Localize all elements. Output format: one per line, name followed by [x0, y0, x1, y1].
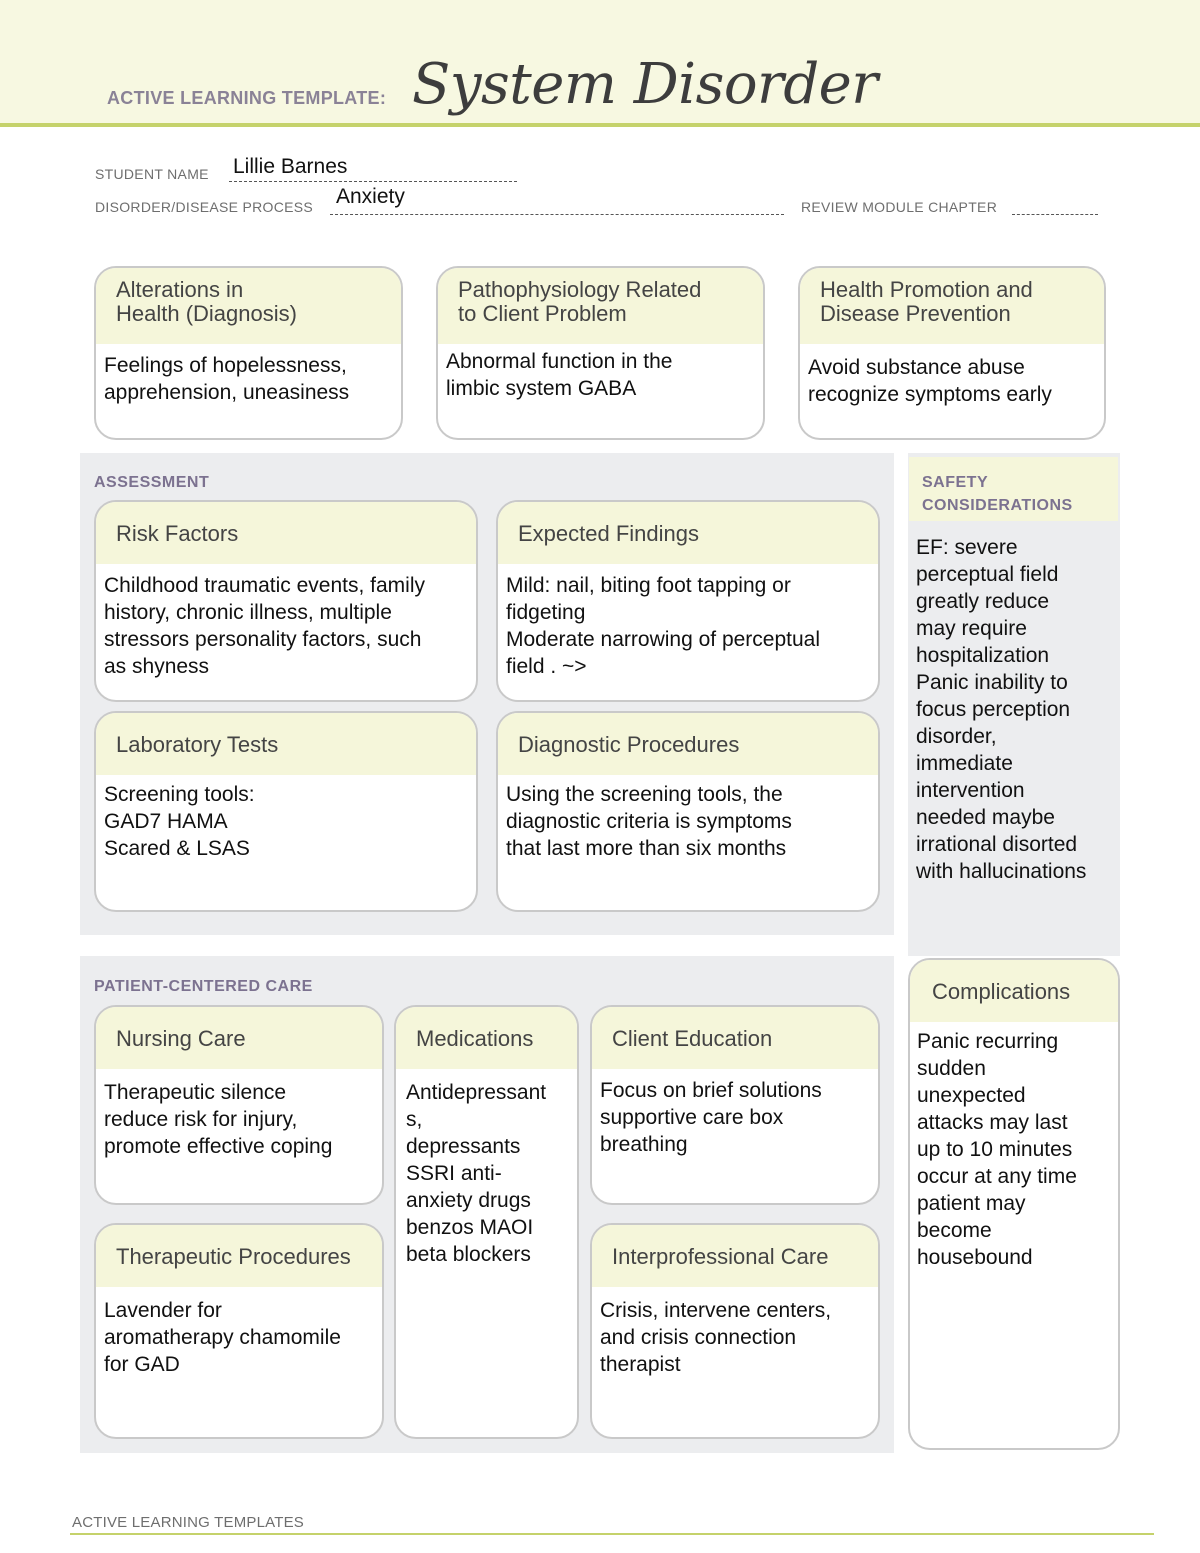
disorder-line	[330, 214, 784, 215]
medications-title: Medications	[396, 1007, 577, 1069]
safety-content[interactable]: EF: severe perceptual field greatly reduce may require hospitalization Panic inability to focus perception disorder, immediate intervention needed maybe irrational disorted with hallucinations	[916, 536, 1087, 883]
therapeutic-procedures-title: Therapeutic Procedures	[96, 1225, 382, 1287]
interprofessional-care-title: Interprofessional Care	[592, 1225, 878, 1287]
patient-centered-care-label: PATIENT-CENTERED CARE	[94, 978, 313, 995]
header-band	[0, 0, 1200, 127]
therapeutic-procedures-box	[94, 1223, 384, 1439]
pathophysiology-content[interactable]: Abnormal function in the limbic system GABA	[446, 350, 673, 400]
health-promotion-content[interactable]: Avoid substance abuse recognize symptoms early	[808, 356, 1052, 406]
risk-factors-content[interactable]: Childhood traumatic events, family history, chronic illness, multiple stressors personality factors, such as shyness	[104, 574, 425, 678]
alterations-content[interactable]: Feelings of hopelessness, apprehension, uneasiness	[104, 354, 350, 404]
expected-findings-title: Expected Findings	[498, 502, 878, 564]
review-module-field[interactable]	[1012, 214, 1098, 215]
expected-findings-content[interactable]: Mild: nail, biting foot tapping or fidgeting Moderate narrowing of perceptual field . ~>	[506, 574, 821, 678]
health-promotion-title: Health Promotion and Disease Prevention	[800, 268, 1104, 344]
laboratory-tests-box	[94, 711, 478, 912]
alterations-in-health-box	[94, 266, 403, 440]
complications-box	[908, 958, 1120, 1450]
diagnostic-procedures-content[interactable]: Using the screening tools, the diagnostic criteria is symptoms that last more than six months	[506, 783, 792, 860]
medications-content[interactable]: Antidepressant s, depressants SSRI anti- anxiety drugs benzos MAOI beta blockers	[406, 1081, 547, 1266]
nursing-care-title: Nursing Care	[96, 1007, 382, 1069]
student-name-field[interactable]: Lillie Barnes	[233, 155, 348, 178]
interprofessional-care-box	[590, 1223, 880, 1439]
complications-title: Complications	[910, 960, 1118, 1022]
client-education-content[interactable]: Focus on brief solutions supportive care box breathing	[600, 1079, 822, 1156]
template-label: ACTIVE LEARNING TEMPLATE:	[107, 88, 387, 108]
laboratory-tests-title: Laboratory Tests	[96, 713, 476, 775]
diagnostic-procedures-title: Diagnostic Procedures	[498, 713, 878, 775]
pathophysiology-box	[436, 266, 765, 440]
page-title: System Disorder	[412, 52, 878, 117]
diagnostic-procedures-box	[496, 711, 880, 912]
disorder-label: DISORDER/DISEASE PROCESS	[95, 199, 314, 215]
assessment-label: ASSESSMENT	[94, 474, 210, 491]
risk-factors-box	[94, 500, 478, 702]
student-name-label: STUDENT NAME	[95, 166, 209, 182]
therapeutic-procedures-content[interactable]: Lavender for aromatherapy chamomile for GAD	[104, 1299, 341, 1376]
client-education-box	[590, 1005, 880, 1205]
client-education-title: Client Education	[592, 1007, 878, 1069]
interprofessional-care-content[interactable]: Crisis, intervene centers, and crisis connection therapist	[600, 1299, 832, 1376]
complications-content[interactable]: Panic recurring sudden unexpected attacks may last up to 10 minutes occur at any time patient may become housebound	[917, 1030, 1077, 1269]
nursing-care-content[interactable]: Therapeutic silence reduce risk for injury, promote effective coping	[104, 1081, 333, 1158]
footer-label: ACTIVE LEARNING TEMPLATES	[72, 1514, 304, 1531]
safety-label: SAFETY CONSIDERATIONS	[922, 474, 1073, 514]
laboratory-tests-content[interactable]: Screening tools: GAD7 HAMA Scared & LSAS	[104, 783, 255, 860]
pathophysiology-title: Pathophysiology Related to Client Problem	[438, 268, 763, 344]
student-name-line	[229, 181, 517, 182]
health-promotion-box	[798, 266, 1106, 440]
alterations-title: Alterations in Health (Diagnosis)	[96, 268, 401, 344]
review-module-label: REVIEW MODULE CHAPTER	[801, 199, 998, 215]
expected-findings-box	[496, 500, 880, 702]
footer-divider	[70, 1533, 1154, 1535]
nursing-care-box	[94, 1005, 384, 1205]
risk-factors-title: Risk Factors	[96, 502, 476, 564]
medications-box	[394, 1005, 579, 1439]
disorder-field[interactable]: Anxiety	[336, 185, 405, 208]
